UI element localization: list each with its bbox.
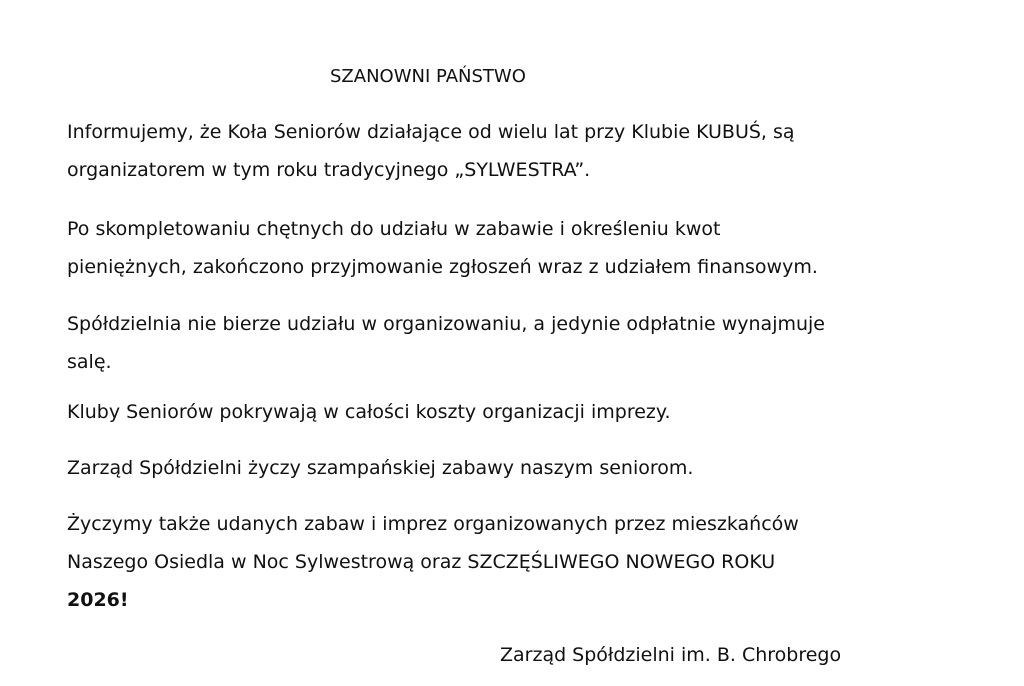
- paragraph-cooperative: [67, 305, 987, 381]
- paragraph-line: Naszego Osiedla w Noc Sylwestrową oraz SZCZĘŚLIWEGO NOWEGO ROKU: [67, 551, 776, 573]
- paragraph-line: organizatorem w tym roku tradycyjnego „SYLWESTRA”.: [67, 159, 591, 181]
- paragraph-line: Kluby Seniorów pokrywają w całości koszty organizacji imprezy.: [67, 401, 671, 423]
- paragraph-line: Po skompletowaniu chętnych do udziału w zabawie i określeniu kwot: [67, 218, 721, 240]
- paragraph-new-year-wishes: [67, 505, 987, 619]
- paragraph-line: Zarząd Spółdzielni życzy szampańskiej zabawy naszym seniorom.: [67, 457, 694, 479]
- paragraph-line: Informujemy, że Koła Seniorów działające od wielu lat przy Klubie KUBUŚ, są: [67, 121, 795, 143]
- paragraph-costs: [67, 393, 987, 431]
- paragraph-wishes-seniors: [67, 449, 987, 487]
- letter-heading: SZANOWNI PAŃSTWO: [330, 66, 526, 87]
- paragraph-line: Spółdzielnia nie bierze udziału w organizowaniu, a jedynie odpłatnie wynajmuje: [67, 313, 825, 335]
- new-year-number: 2026!: [67, 589, 129, 611]
- paragraph-line: salę.: [67, 351, 112, 373]
- signature: Zarząd Spółdzielni im. B. Chrobrego: [500, 644, 842, 666]
- paragraph-line: Życzymy także udanych zabaw i imprez organizowanych przez mieszkańców: [67, 513, 799, 535]
- paragraph-organizers: [67, 113, 987, 189]
- paragraph-registration: [67, 210, 987, 286]
- paragraph-line: pieniężnych, zakończono przyjmowanie zgłoszeń wraz z udziałem finansowym.: [67, 256, 818, 278]
